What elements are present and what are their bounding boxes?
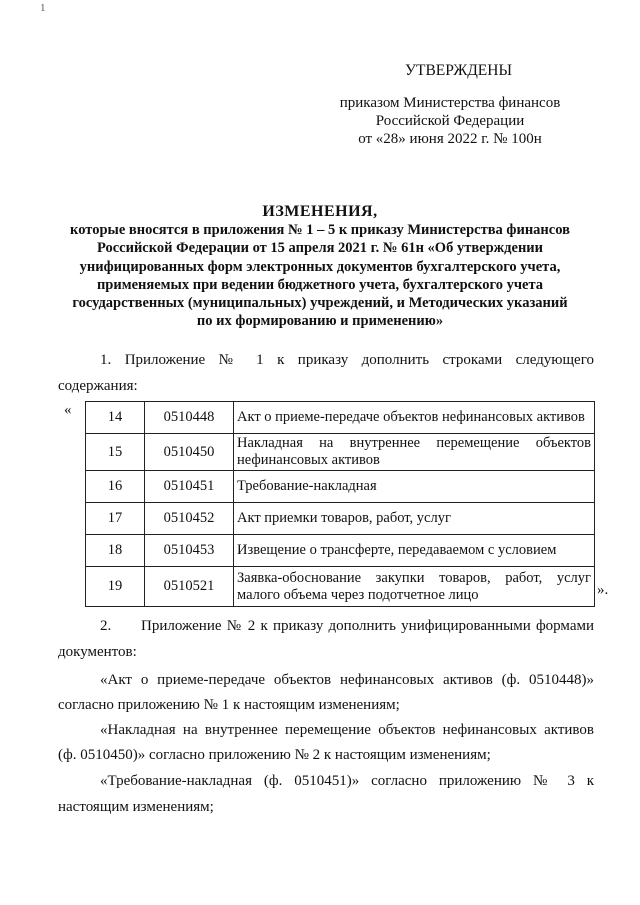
form-name: Акт приемки товаров, работ, услуг <box>234 503 595 535</box>
form-code: 0510521 <box>145 567 234 607</box>
subtitle-line: Российской Федерации от 15 апреля 2021 г. № 61н «Об утверждении <box>96 240 544 257</box>
row-number: 19 <box>86 567 145 607</box>
subtitle-line: по их формированию и применению» <box>196 313 444 330</box>
table-row <box>86 471 595 503</box>
paragraph-act-0510448: «Акт о приеме-передаче объектов нефинансовых активов (ф. 0510448)» согласно приложению № 1 к настоящим изменениям; <box>58 672 594 713</box>
form-name: Заявка-обоснование закупки товаров, работ, услуг малого объема через подотчетное лицо <box>234 567 595 607</box>
approval-heading: УТВЕРЖДЕНЫ <box>405 62 512 79</box>
item1-line1: 1. Приложение № 1 к приказу дополнить строками следующего <box>100 352 594 368</box>
paragraph-requisition-0510451: «Требование-накладная (ф. 0510451)» согласно приложению № 3 к настоящим изменениям; <box>58 773 594 815</box>
corner-mark: 1 <box>40 2 46 14</box>
table-row <box>86 402 595 434</box>
item2-text-line1: Приложение № 2 к приказу дополнить унифицированными формами <box>141 618 594 634</box>
quote-close: ». <box>597 582 609 598</box>
form-code: 0510453 <box>145 535 234 567</box>
order-line: от «28» июня 2022 г. № 100н <box>358 131 542 147</box>
table-row <box>86 503 595 535</box>
item1-line2: содержания: <box>58 378 138 394</box>
subtitle-line: государственных (муниципальных) учреждений, и Методических указаний <box>72 295 568 312</box>
approval-order <box>330 94 570 148</box>
row-number: 14 <box>86 402 145 434</box>
forms-table <box>85 401 595 607</box>
form-code: 0510448 <box>145 402 234 434</box>
row-number: 17 <box>86 503 145 535</box>
item2-number: 2. <box>100 618 112 634</box>
subtitle-line: которые вносятся в приложения № 1 – 5 к приказу Министерства финансов <box>70 222 570 238</box>
document-title: ИЗМЕНЕНИЯ, <box>262 203 378 220</box>
document-subtitle <box>50 221 590 331</box>
row-number: 18 <box>86 535 145 567</box>
row-number: 16 <box>86 471 145 503</box>
form-name: Извещение о трансферте, передаваемом с условием <box>234 535 595 567</box>
table-row <box>86 567 595 607</box>
paragraph-invoice-0510450: «Накладная на внутреннее перемещение объектов нефинансовых активов (ф. 0510450)» согласно приложению № 2 к настоящим изменениям; <box>58 722 594 763</box>
item2-text-line2: документов: <box>58 644 137 660</box>
order-line: Российской Федерации <box>375 113 525 129</box>
row-number: 15 <box>86 434 145 471</box>
form-code: 0510452 <box>145 503 234 535</box>
form-code: 0510450 <box>145 434 234 471</box>
form-code: 0510451 <box>145 471 234 503</box>
table-row <box>86 535 595 567</box>
table-row <box>86 434 595 471</box>
form-name: Накладная на внутреннее перемещение объектов нефинансовых активов <box>234 434 595 471</box>
form-name: Требование-накладная <box>234 471 595 503</box>
subtitle-line: применяемых при ведении бюджетного учета, бухгалтерского учета <box>96 276 544 293</box>
subtitle-line: унифицированных форм электронных документов бухгалтерского учета, <box>79 258 561 275</box>
order-line: приказом Министерства финансов <box>339 95 561 111</box>
form-name: Акт о приеме-передаче объектов нефинансовых активов <box>234 402 595 434</box>
quote-open: « <box>64 402 72 418</box>
